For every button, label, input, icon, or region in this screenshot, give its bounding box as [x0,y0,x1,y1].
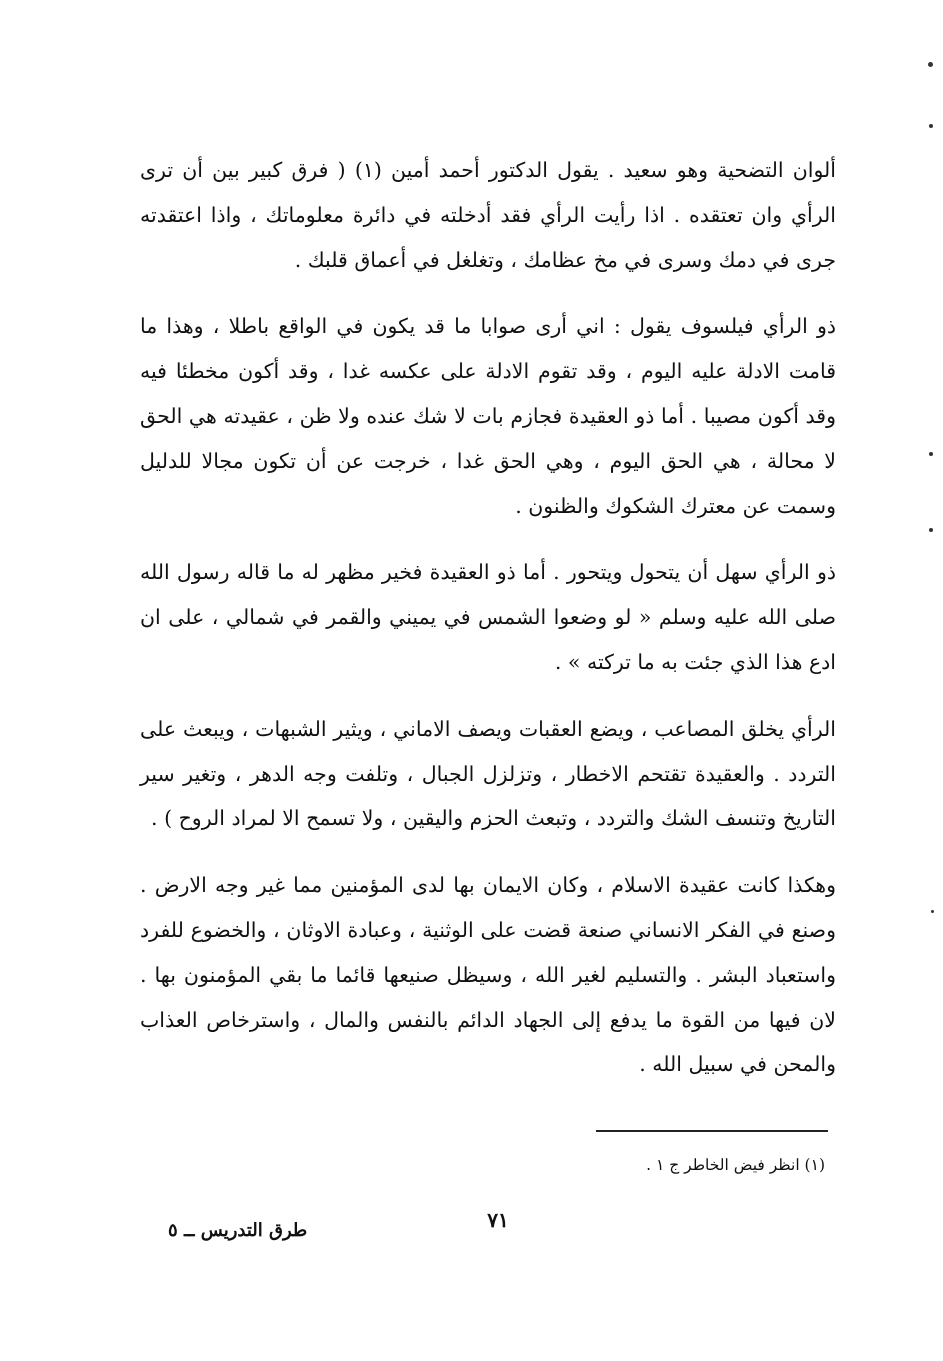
paragraph-5: وهكذا كانت عقيدة الاسلام ، وكان الايمان بها لدى المؤمنين مما غير وجه الارض . وصنع في الفكر الانساني صنعة قضت على الوثنية ، وعبادة الاوثان ، والخضوع للفرد واستعباد البشر . والتسليم لغير الله ، وسيظل صنيعها قائما ما بقي المؤمنون بها . لان فيها من القوة ما يدفع إلى الجهاد الدائم بالنفس والمال ، واسترخاص العذاب والمحن في سبيل الله . [140,873,836,1077]
scan-speck [931,910,934,913]
scan-speck [929,124,933,128]
page-number: ٧١ [487,1208,509,1232]
paragraph-3: ذو الرأي سهل أن يتحول ويتحور . أما ذو العقيدة فخير مظهر له ما قاله رسول الله صلى الله عليه وسلم « لو وضعوا الشمس في يميني والقمر في شمالي ، على ان ادع هذا الذي جئت به ما تركته » . [140,560,836,674]
paragraph-4: الرأي يخلق المصاعب ، ويضع العقبات ويصف الاماني ، ويثير الشبهات ، ويبعث على التردد . والعقيدة تقتحم الاخطار ، وتزلزل الجبال ، وتلفت وجه الدهر ، وتغير سير التاريخ وتنسف الشك والتردد ، وتبعث الحزم واليقين ، ولا تسمح الا لمراد الروح ) . [140,716,836,831]
running-footer: طرق التدريس ــ ٥ [168,1220,308,1241]
paragraph-2: ذو الرأي فيلسوف يقول : اني أرى صوابا ما قد يكون في الواقع باطلا ، وهذا ما قامت الادلة عليه اليوم ، وقد تقوم الادلة على عكسه غدا ، وقد أكون مخطئا فيه وقد أكون مصيبا . أما ذو العقيدة فجازم بات لا شك عنده ولا ظن ، عقيدته هي الحق لا محالة ، هي الحق اليوم ، وهي الحق غدا ، خرجت عن أن تكون مجالا للدليل وسمت عن معترك الشكوك والظنون . [140,314,836,518]
paragraph-1: ألوان التضحية وهو سعيد . يقول الدكتور أحمد أمين (١) ( فرق كبير بين أن ترى الرأي وان تعتقده . اذا رأيت الرأي فقد أدخلته في دائرة معلوماتك ، واذا اعتقدته جرى في دمك وسرى في مخ عظامك ، وتغلغل في أعماق قلبك . [140,158,836,272]
main-text [140,148,836,1109]
scan-speck [929,452,933,456]
scan-speck [928,62,933,67]
footnote-divider [596,1130,828,1132]
footnote: (١) انظر فيض الخاطر ج ١ . [646,1156,825,1174]
scan-speck [929,528,933,532]
